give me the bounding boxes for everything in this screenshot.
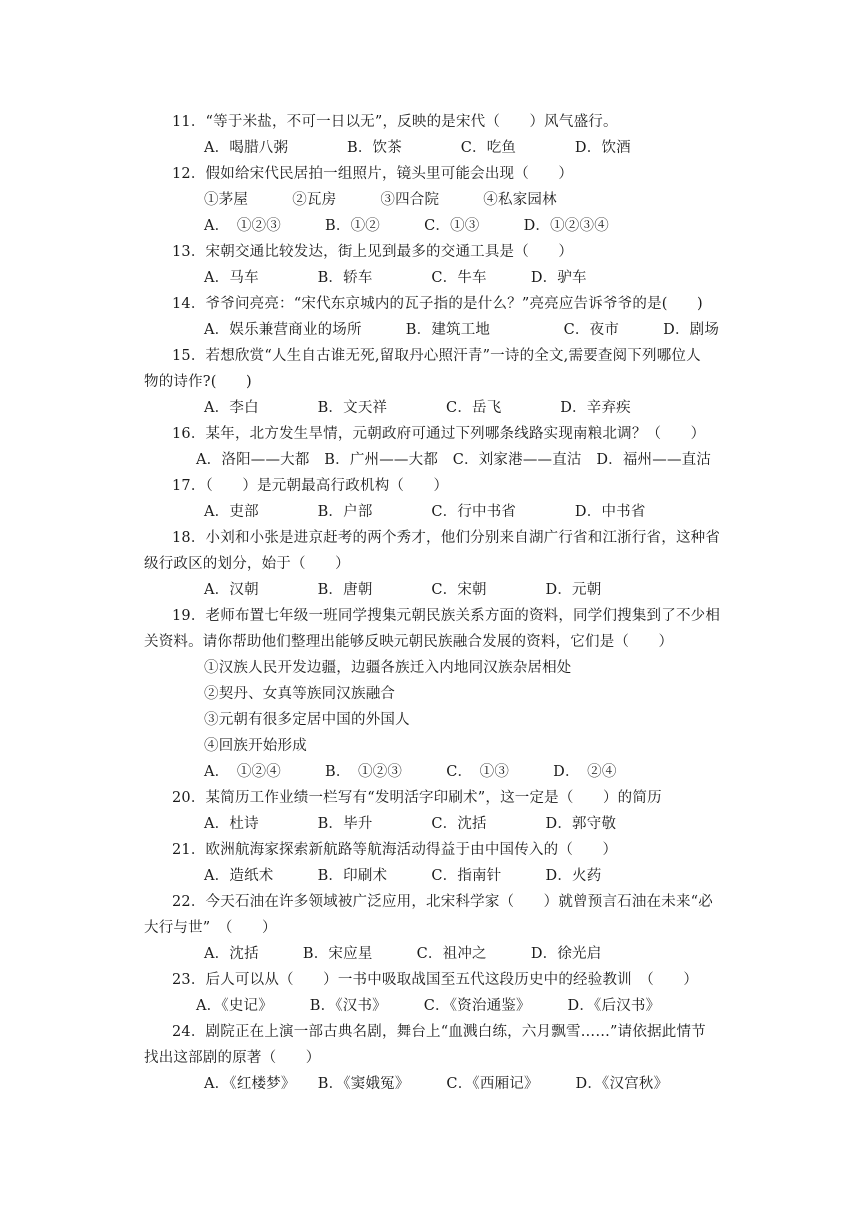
question-22-cont: 大行与世” （ ）: [144, 920, 277, 936]
question-15-options: A．李白 B．文天祥 C．岳飞 D．辛弃疾: [204, 400, 631, 416]
question-22-options: A．沈括 B．宋应星 C．祖冲之 D．徐光启: [204, 946, 602, 962]
question-16: 16．某年，北方发生旱情，元朝政府可通过下列哪条线路实现南粮北调？（ ）: [172, 426, 706, 442]
question-19-item-4: ④回族开始形成: [204, 738, 307, 754]
question-20: 20．某简历工作业绩一栏写有“发明活字印刷术”，这一定是（ ）的简历: [172, 790, 662, 806]
question-17-options: A．吏部 B．户部 C．行中书省 D．中书省: [204, 504, 646, 520]
question-21-options: A．造纸术 B．印刷术 C．指南针 D．火药: [204, 868, 602, 884]
question-23: 23．后人可以从（ ）一书中吸取战国至五代这段历史中的经验教训 （ ）: [172, 972, 699, 988]
question-20-options: A．杜诗 B．毕升 C．沈括 D．郭守敬: [204, 816, 617, 832]
question-19-item-1: ①汉族人民开发边疆，边疆各族迁入内地同汉族杂居相处: [204, 660, 572, 676]
question-19-cont: 关资料。请你帮助他们整理出能够反映元朝民族融合发展的资料，它们是（ ）: [144, 634, 674, 650]
question-21: 21．欧洲航海家探索新航路等航海活动得益于由中国传入的（ ）: [172, 842, 618, 858]
question-13: 13．宋朝交通比较发达，街上见到最多的交通工具是（ ）: [172, 244, 574, 260]
question-12: 12．假如给宋代民居拍一组照片，镜头里可能会出现（ ）: [172, 166, 574, 182]
question-24-cont: 找出这部剧的原著（ ）: [144, 1050, 321, 1066]
question-18-cont: 级行政区的划分，始于（ ）: [144, 556, 350, 572]
question-11-options: A．喝腊八粥 B．饮茶 C．吃鱼 D．饮酒: [204, 140, 631, 156]
question-12-items: ①茅屋 ②瓦房 ③四合院 ④私家园林: [204, 192, 557, 208]
question-19-options: A． ①②④ B． ①②③ C． ①③ D． ②④: [204, 764, 617, 780]
question-15-cont: 物的诗作?( ): [144, 374, 252, 390]
question-14: 14．爷爷问亮亮：“宋代东京城内的瓦子指的是什么？”亮亮应告诉爷爷的是( ): [172, 296, 703, 312]
question-12-options: A． ①②③ B．①② C．①③ D．①②③④: [204, 218, 609, 234]
question-16-options: A．洛阳——大都 B．广州——大都 C．刘家港——直沽 D．福州——直沽: [196, 452, 712, 468]
question-11: 11．“等于米盐，不可一日以无”，反映的是宋代（ ）风气盛行。: [172, 114, 618, 130]
question-17: 17．（ ）是元朝最高行政机构（ ）: [172, 478, 449, 494]
question-23-options: A．《史记》 B．《汉书》 C．《资治通鉴》 D．《后汉书》: [196, 998, 661, 1014]
question-22: 22．今天石油在许多领域被广泛应用，北宋科学家（ ）就曾预言石油在未来“必: [172, 894, 713, 910]
question-13-options: A．马车 B．轿车 C．牛车 D．驴车: [204, 270, 587, 286]
question-19-item-3: ③元朝有很多定居中国的外国人: [204, 712, 410, 728]
question-18: 18．小刘和小张是进京赶考的两个秀才，他们分别来自湖广行省和江浙行省，这种省: [172, 530, 721, 546]
question-14-options: A．娱乐兼营商业的场所 B．建筑工地 C．夜市 D．剧场: [204, 322, 720, 338]
question-19: 19．老师布置七年级一班同学搜集元朝民族关系方面的资料，同学们搜集到了不少相: [172, 608, 721, 624]
question-15: 15．若想欣赏“人生自古谁无死,留取丹心照汗青”一诗的全文,需要查阅下列哪位人: [172, 348, 701, 364]
question-19-item-2: ②契丹、女真等族同汉族融合: [204, 686, 396, 702]
question-18-options: A．汉朝 B．唐朝 C．宋朝 D．元朝: [204, 582, 602, 598]
question-24-options: A．《红楼梦》 B．《窦娥冤》 C．《西厢记》 D．《汉宫秋》: [204, 1076, 669, 1092]
question-24: 24．剧院正在上演一部古典名剧，舞台上“血溅白练，六月飘雪……”请依据此情节: [172, 1024, 706, 1040]
